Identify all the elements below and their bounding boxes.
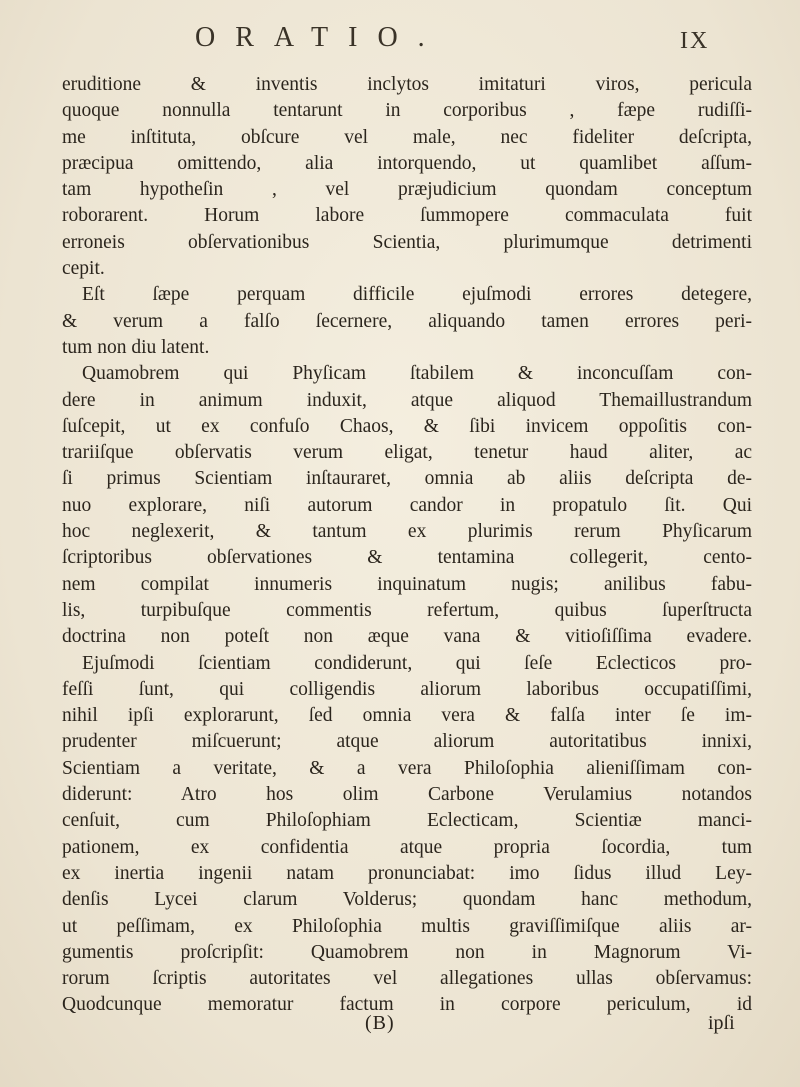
- text-line: nihil ipſi explorarunt, ſed omnia vera & falſa inter ſe im-: [62, 705, 752, 727]
- text-line: diderunt: Atro hos olim Carbone Verulamius notandos: [62, 784, 752, 806]
- page-number: IX: [680, 28, 710, 54]
- text-line: trariiſque obſervatis verum eligat, tenetur haud aliter, ac: [62, 442, 752, 464]
- text-line: erroneis obſervationibus Scientia, plurimumque detrimenti: [62, 231, 752, 253]
- text-line: prudenter miſcuerunt; atque aliorum autoritatibus innixi,: [62, 731, 752, 753]
- text-line: gumentis proſcripſit: Quamobrem non in Magnorum Vi-: [62, 941, 752, 963]
- text-line: tum non diu latent.: [62, 336, 210, 358]
- text-line: pationem, ex confidentia atque propria ſocordia, tum: [62, 836, 752, 858]
- text-line: quoque nonnulla tentarunt in corporibus , fæpe rudiſſi-: [62, 100, 752, 122]
- text-line: & verum a falſo ſecernere, aliquando tamen errores peri-: [62, 310, 752, 332]
- text-line: rorum ſcriptis autoritates vel allegationes ullas obſervamus:: [62, 968, 752, 990]
- text-line: ſi primus Scientiam inſtauraret, omnia ab aliis deſcripta de-: [62, 468, 752, 490]
- text-line: cepit.: [62, 258, 105, 280]
- text-line: ex inertia ingenii natam pronunciabat: imo ſidus illud Ley-: [62, 862, 752, 884]
- text-line: roborarent. Horum labore ſummopere commaculata fuit: [62, 205, 752, 227]
- text-line: Quodcunque memoratur factum in corpore periculum, id: [62, 994, 752, 1016]
- text-line: tam hypotheſin , vel præjudicium quondam conceptum: [62, 179, 752, 201]
- text-line: ſcriptoribus obſervationes & tentamina collegerit, cento-: [62, 547, 752, 569]
- body-text: [62, 72, 752, 1019]
- text-line: Eſt ſæpe perquam difficile ejuſmodi errores detegere,: [82, 284, 752, 306]
- text-line: hoc neglexerit, & tantum ex plurimis rerum Phyſicarum: [62, 521, 752, 543]
- text-line: nem compilat innumeris inquinatum nugis; anilibus fabu-: [62, 573, 752, 595]
- text-line: Quamobrem qui Phyſicam ſtabilem & inconcuſſam con-: [82, 363, 752, 385]
- text-line: cenſuit, cum Philoſophiam Eclecticam, Scientiæ manci-: [62, 810, 752, 832]
- text-line: Ejuſmodi ſcientiam condiderunt, qui ſeſe Eclecticos pro-: [82, 652, 752, 674]
- text-line: doctrina non poteſt non æque vana & vitioſiſſima evadere.: [62, 626, 752, 648]
- text-line: præcipua omittendo, alia intorquendo, ut quamlibet aſſum-: [62, 152, 752, 174]
- page-footer: [0, 1012, 800, 1042]
- text-line: ſuſcepit, ut ex confuſo Chaos, & ſibi invicem oppoſitis con-: [62, 415, 752, 437]
- catchword: ipſi: [708, 1012, 735, 1034]
- text-line: ut peſſimam, ex Philoſophia multis graviſſimiſque aliis ar-: [62, 915, 752, 937]
- text-line: nuo explorare, niſi autorum candor in propatulo ſit. Qui: [62, 494, 752, 516]
- text-line: dere in animum induxit, atque aliquod Themaillustrandum: [62, 389, 752, 411]
- text-line: me inſtituta, obſcure vel male, nec fideliter deſcripta,: [62, 126, 752, 148]
- text-line: lis, turpibuſque commentis refertum, quibus ſuperſtructa: [62, 599, 752, 621]
- signature-mark: (B): [365, 1012, 395, 1034]
- text-line: eruditione & inventis inclytos imitaturi viros, pericula: [62, 74, 752, 95]
- page-header: [0, 22, 800, 62]
- text-line: Scientiam a veritate, & a vera Philoſophia alieniſſimam con-: [62, 757, 752, 779]
- text-line: denſis Lycei clarum Volderus; quondam hanc methodum,: [62, 889, 752, 911]
- running-title: ORATIO.: [195, 22, 445, 53]
- text-line: feſſi ſunt, qui colligendis aliorum laboribus occupatiſſimi,: [62, 678, 752, 700]
